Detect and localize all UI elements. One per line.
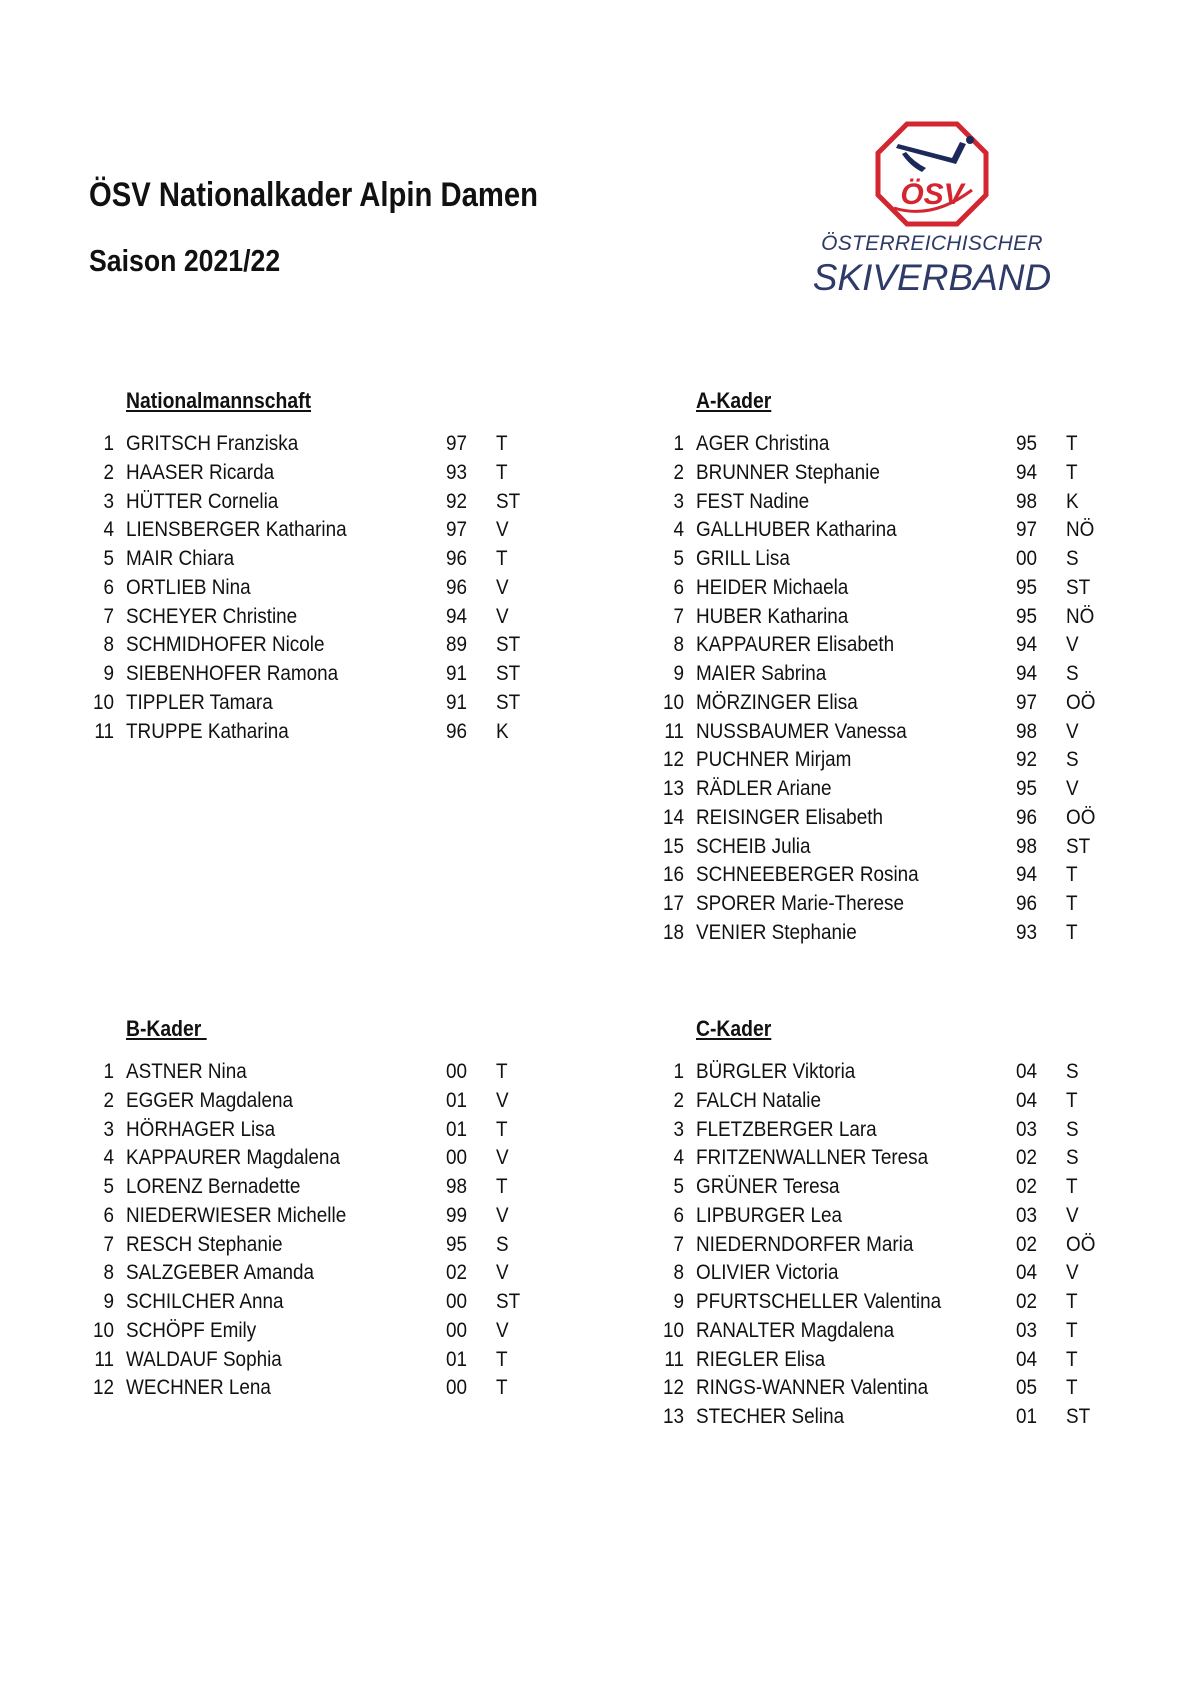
athlete-row xyxy=(90,605,590,634)
athlete-row xyxy=(90,720,590,749)
osv-logo xyxy=(812,120,1052,300)
region-code: T xyxy=(496,1347,508,1371)
athlete-row xyxy=(660,633,1160,662)
athlete-number: 13 xyxy=(662,1405,684,1428)
region-code: ST xyxy=(1066,834,1091,858)
athlete-number: 3 xyxy=(673,1117,684,1141)
athlete-name: PFURTSCHELLER Valentina xyxy=(696,1290,942,1313)
athlete-name: SCHEIB Julia xyxy=(696,834,811,858)
athlete-number: 1 xyxy=(673,432,684,455)
birth-year: 97 xyxy=(1016,690,1038,714)
athlete-name: WALDAUF Sophia xyxy=(126,1347,282,1371)
region-code: V xyxy=(496,1203,509,1227)
athlete-name: RÄDLER Ariane xyxy=(696,777,832,800)
athlete-number: 7 xyxy=(103,1232,114,1256)
birth-year: 94 xyxy=(1016,460,1038,484)
emblem-text: ÖSV xyxy=(900,178,964,211)
athlete-number: 1 xyxy=(673,1060,684,1083)
athlete-name: GRITSCH Franziska xyxy=(126,432,299,455)
region-code: S xyxy=(1066,1117,1079,1141)
birth-year: 04 xyxy=(1016,1060,1038,1083)
birth-year: 94 xyxy=(1016,633,1038,657)
birth-year: 04 xyxy=(1016,1088,1038,1112)
athlete-row xyxy=(660,662,1160,691)
athlete-number: 9 xyxy=(673,662,684,685)
athlete-name: BÜRGLER Viktoria xyxy=(696,1060,856,1083)
athlete-row xyxy=(90,1319,590,1348)
birth-year: 95 xyxy=(1016,575,1038,599)
athlete-name: ASTNER Nina xyxy=(126,1060,247,1083)
region-code: S xyxy=(1066,1060,1079,1083)
athlete-number: 7 xyxy=(673,604,684,628)
section-title: B-Kader xyxy=(126,1016,207,1041)
athlete-number: 6 xyxy=(673,1203,684,1227)
athlete-number: 6 xyxy=(673,575,684,599)
birth-year: 02 xyxy=(1016,1146,1038,1170)
athlete-number: 10 xyxy=(662,690,684,714)
region-code: OÖ xyxy=(1066,690,1096,714)
region-code: T xyxy=(1066,460,1078,484)
birth-year: 98 xyxy=(1016,834,1038,858)
athlete-name: SCHEYER Christine xyxy=(126,604,298,628)
athlete-number: 11 xyxy=(94,1347,114,1371)
athlete-name: RIEGLER Elisa xyxy=(696,1347,826,1371)
region-code: OÖ xyxy=(1066,805,1096,829)
athlete-number: 5 xyxy=(673,547,684,570)
athlete-number: 10 xyxy=(92,690,114,714)
region-code: NÖ xyxy=(1066,518,1095,542)
athlete-name: LORENZ Bernadette xyxy=(126,1175,301,1198)
athlete-number: 12 xyxy=(662,1376,684,1400)
region-code: ST xyxy=(496,489,521,513)
athlete-name: LIENSBERGER Katharina xyxy=(126,518,347,542)
athlete-row xyxy=(660,490,1160,519)
athlete-number: 2 xyxy=(103,460,114,484)
osv-emblem-icon xyxy=(872,120,992,228)
athlete-name: RANALTER Magdalena xyxy=(696,1318,895,1342)
athlete-name: GALLHUBER Katharina xyxy=(696,518,897,542)
athlete-row xyxy=(90,518,590,547)
athlete-name: HAASER Ricarda xyxy=(126,460,275,484)
region-code: V xyxy=(496,1261,509,1285)
birth-year: 04 xyxy=(1016,1261,1038,1285)
athlete-number: 9 xyxy=(103,1290,114,1313)
athlete-name: EGGER Magdalena xyxy=(126,1088,294,1112)
athlete-name: MAIR Chiara xyxy=(126,547,235,570)
region-code: V xyxy=(1066,1203,1079,1227)
athlete-name: GRILL Lisa xyxy=(696,547,790,570)
region-code: V xyxy=(1066,719,1079,743)
region-code: T xyxy=(496,1117,508,1141)
region-code: V xyxy=(496,1146,509,1170)
athlete-number: 10 xyxy=(662,1318,684,1342)
region-code: T xyxy=(496,1060,508,1083)
birth-year: 02 xyxy=(1016,1232,1038,1256)
region-code: T xyxy=(496,460,508,484)
athlete-name: HÖRHAGER Lisa xyxy=(126,1117,276,1141)
athlete-name: OLIVIER Victoria xyxy=(696,1261,839,1285)
region-code: T xyxy=(1066,920,1078,944)
athlete-number: 1 xyxy=(103,432,114,455)
birth-year: 97 xyxy=(1016,518,1038,542)
athlete-number: 17 xyxy=(662,892,684,915)
birth-year: 01 xyxy=(446,1117,468,1141)
athlete-number: 6 xyxy=(103,575,114,599)
athlete-row xyxy=(660,1060,1160,1089)
athlete-number: 8 xyxy=(673,1261,684,1285)
athlete-row xyxy=(90,1233,590,1262)
athlete-row xyxy=(90,662,590,691)
athlete-name: NIEDERWIESER Michelle xyxy=(126,1203,347,1227)
athlete-name: HUBER Katharina xyxy=(696,604,849,628)
athlete-name: NUSSBAUMER Vanessa xyxy=(696,719,907,743)
region-code: V xyxy=(496,518,509,542)
athlete-row xyxy=(90,1146,590,1175)
region-code: ST xyxy=(1066,1405,1091,1428)
athlete-name: MAIER Sabrina xyxy=(696,662,827,685)
athlete-number: 11 xyxy=(94,719,114,743)
birth-year: 03 xyxy=(1016,1318,1038,1342)
athlete-name: KAPPAURER Magdalena xyxy=(126,1146,340,1170)
athlete-row xyxy=(660,605,1160,634)
athlete-name: VENIER Stephanie xyxy=(696,920,857,944)
athlete-name: SCHÖPF Emily xyxy=(126,1318,257,1342)
region-code: T xyxy=(1066,432,1078,455)
athlete-number: 12 xyxy=(662,748,684,772)
region-code: V xyxy=(496,604,509,628)
region-code: V xyxy=(1066,1261,1079,1285)
region-code: T xyxy=(1066,892,1078,915)
athlete-number: 14 xyxy=(662,805,684,829)
logo-text-line2: SKIVERBAND xyxy=(812,257,1052,298)
athlete-row xyxy=(660,1290,1160,1319)
region-code: T xyxy=(1066,1347,1078,1371)
region-code: NÖ xyxy=(1066,604,1095,628)
region-code: ST xyxy=(496,1290,521,1313)
athlete-name: WECHNER Lena xyxy=(126,1376,271,1400)
region-code: S xyxy=(1066,662,1079,685)
birth-year: 00 xyxy=(446,1318,468,1342)
birth-year: 94 xyxy=(1016,863,1038,887)
athlete-list xyxy=(660,432,1160,950)
athlete-number: 4 xyxy=(673,1146,684,1170)
region-code: S xyxy=(1066,748,1079,772)
region-code: T xyxy=(496,432,508,455)
athlete-row xyxy=(90,1290,590,1319)
athlete-number: 2 xyxy=(103,1088,114,1112)
athlete-row xyxy=(660,835,1160,864)
athlete-name: HÜTTER Cornelia xyxy=(126,489,279,513)
birth-year: 92 xyxy=(1016,748,1038,772)
region-code: V xyxy=(1066,777,1079,800)
region-code: ST xyxy=(496,662,521,685)
athlete-number: 3 xyxy=(103,1117,114,1141)
region-code: T xyxy=(1066,1290,1078,1313)
athlete-row xyxy=(90,490,590,519)
birth-year: 94 xyxy=(1016,662,1038,685)
athlete-row xyxy=(660,1146,1160,1175)
athlete-name: FALCH Natalie xyxy=(696,1088,822,1112)
athlete-row xyxy=(90,1204,590,1233)
birth-year: 93 xyxy=(446,460,468,484)
region-code: T xyxy=(1066,1376,1078,1400)
birth-year: 98 xyxy=(1016,489,1038,513)
section-title: C-Kader xyxy=(696,1016,772,1041)
athlete-name: REISINGER Elisabeth xyxy=(696,805,883,829)
birth-year: 03 xyxy=(1016,1203,1038,1227)
athlete-row xyxy=(90,576,590,605)
athlete-name: PUCHNER Mirjam xyxy=(696,748,852,772)
athlete-row xyxy=(90,1175,590,1204)
region-code: V xyxy=(1066,633,1079,657)
region-code: V xyxy=(496,1088,509,1112)
athlete-name: TRUPPE Katharina xyxy=(126,719,289,743)
athlete-list xyxy=(90,432,590,748)
athlete-row xyxy=(90,1118,590,1147)
athlete-name: ORTLIEB Nina xyxy=(126,575,251,599)
athlete-number: 10 xyxy=(92,1318,114,1342)
athlete-number: 8 xyxy=(673,633,684,657)
athlete-number: 16 xyxy=(662,863,684,887)
athlete-row xyxy=(660,863,1160,892)
athlete-number: 3 xyxy=(103,489,114,513)
athlete-number: 4 xyxy=(673,518,684,542)
section-title: Nationalmannschaft xyxy=(126,388,312,413)
athlete-row xyxy=(90,1261,590,1290)
region-code: T xyxy=(1066,863,1078,887)
region-code: T xyxy=(496,1175,508,1198)
athlete-number: 8 xyxy=(103,633,114,657)
athlete-name: FEST Nadine xyxy=(696,489,810,513)
birth-year: 04 xyxy=(1016,1347,1038,1371)
birth-year: 99 xyxy=(446,1203,468,1227)
athlete-list xyxy=(660,1060,1160,1434)
birth-year: 03 xyxy=(1016,1117,1038,1141)
athlete-number: 15 xyxy=(662,834,684,858)
athlete-row xyxy=(660,777,1160,806)
birth-year: 01 xyxy=(446,1088,468,1112)
page-title: ÖSV Nationalkader Alpin Damen xyxy=(89,176,539,214)
athlete-name: SIEBENHOFER Ramona xyxy=(126,662,339,685)
athlete-number: 1 xyxy=(103,1060,114,1083)
athlete-name: SCHNEEBERGER Rosina xyxy=(696,863,919,887)
athlete-name: GRÜNER Teresa xyxy=(696,1175,840,1198)
athlete-row xyxy=(90,1348,590,1377)
athlete-number: 4 xyxy=(103,1146,114,1170)
birth-year: 00 xyxy=(1016,547,1038,570)
athlete-number: 3 xyxy=(673,489,684,513)
athlete-row xyxy=(660,1376,1160,1405)
region-code: V xyxy=(496,575,509,599)
athlete-list xyxy=(90,1060,590,1405)
birth-year: 94 xyxy=(446,604,468,628)
athlete-row xyxy=(660,892,1160,921)
birth-year: 00 xyxy=(446,1146,468,1170)
birth-year: 95 xyxy=(446,1232,468,1256)
athlete-row xyxy=(90,432,590,461)
birth-year: 96 xyxy=(446,547,468,570)
birth-year: 97 xyxy=(446,518,468,542)
athlete-row xyxy=(660,547,1160,576)
season-subtitle: Saison 2021/22 xyxy=(89,243,281,278)
athlete-row xyxy=(660,1261,1160,1290)
athlete-row xyxy=(660,806,1160,835)
athlete-number: 7 xyxy=(103,604,114,628)
athlete-name: SCHILCHER Anna xyxy=(126,1290,284,1313)
athlete-number: 18 xyxy=(662,920,684,944)
birth-year: 01 xyxy=(446,1347,468,1371)
athlete-row xyxy=(660,1175,1160,1204)
athlete-row xyxy=(660,921,1160,950)
region-code: K xyxy=(496,719,509,743)
athlete-name: AGER Christina xyxy=(696,432,830,455)
athlete-row xyxy=(660,1319,1160,1348)
region-code: T xyxy=(1066,1318,1078,1342)
region-code: T xyxy=(1066,1088,1078,1112)
athlete-row xyxy=(660,432,1160,461)
athlete-name: HEIDER Michaela xyxy=(696,575,849,599)
birth-year: 89 xyxy=(446,633,468,657)
athlete-row xyxy=(90,547,590,576)
athlete-row xyxy=(660,720,1160,749)
athlete-row xyxy=(660,1089,1160,1118)
athlete-row xyxy=(90,1376,590,1405)
athlete-row xyxy=(660,576,1160,605)
birth-year: 95 xyxy=(1016,432,1038,455)
birth-year: 02 xyxy=(1016,1290,1038,1313)
athlete-number: 6 xyxy=(103,1203,114,1227)
athlete-name: MÖRZINGER Elisa xyxy=(696,690,858,714)
athlete-name: SCHMIDHOFER Nicole xyxy=(126,633,325,657)
region-code: T xyxy=(1066,1175,1078,1198)
region-code: T xyxy=(496,1376,508,1400)
athlete-name: FRITZENWALLNER Teresa xyxy=(696,1146,929,1170)
athlete-row xyxy=(660,1233,1160,1262)
athlete-number: 13 xyxy=(662,777,684,800)
athlete-row xyxy=(90,1060,590,1089)
athlete-number: 2 xyxy=(673,1088,684,1112)
birth-year: 91 xyxy=(446,690,468,714)
section-title: A-Kader xyxy=(696,388,772,413)
athlete-row xyxy=(90,691,590,720)
athlete-name: NIEDERNDORFER Maria xyxy=(696,1232,914,1256)
athlete-number: 12 xyxy=(92,1376,114,1400)
region-code: ST xyxy=(496,633,521,657)
region-code: S xyxy=(1066,547,1079,570)
athlete-row xyxy=(660,461,1160,490)
athlete-row xyxy=(660,1348,1160,1377)
athlete-name: RINGS-WANNER Valentina xyxy=(696,1376,929,1400)
birth-year: 98 xyxy=(1016,719,1038,743)
athlete-name: SPORER Marie-Therese xyxy=(696,892,904,915)
birth-year: 00 xyxy=(446,1290,468,1313)
birth-year: 96 xyxy=(1016,805,1038,829)
athlete-number: 4 xyxy=(103,518,114,542)
birth-year: 05 xyxy=(1016,1376,1038,1400)
region-code: ST xyxy=(496,690,521,714)
athlete-name: FLETZBERGER Lara xyxy=(696,1117,877,1141)
birth-year: 98 xyxy=(446,1175,468,1198)
athlete-name: TIPPLER Tamara xyxy=(126,690,273,714)
athlete-row xyxy=(660,1204,1160,1233)
athlete-row xyxy=(660,1118,1160,1147)
birth-year: 95 xyxy=(1016,777,1038,800)
region-code: K xyxy=(1066,489,1079,513)
birth-year: 95 xyxy=(1016,604,1038,628)
birth-year: 91 xyxy=(446,662,468,685)
birth-year: 00 xyxy=(446,1060,468,1083)
logo-text-line1: ÖSTERREICHISCHER xyxy=(821,232,1043,255)
athlete-number: 9 xyxy=(103,662,114,685)
birth-year: 92 xyxy=(446,489,468,513)
athlete-row xyxy=(660,748,1160,777)
athlete-name: RESCH Stephanie xyxy=(126,1232,283,1256)
athlete-name: SALZGEBER Amanda xyxy=(126,1261,315,1285)
athlete-name: KAPPAURER Elisabeth xyxy=(696,633,895,657)
birth-year: 00 xyxy=(446,1376,468,1400)
region-code: ST xyxy=(1066,575,1091,599)
athlete-row xyxy=(660,1405,1160,1434)
region-code: S xyxy=(1066,1146,1079,1170)
athlete-number: 7 xyxy=(673,1232,684,1256)
athlete-number: 8 xyxy=(103,1261,114,1285)
birth-year: 96 xyxy=(446,719,468,743)
athlete-number: 2 xyxy=(673,460,684,484)
athlete-number: 9 xyxy=(673,1290,684,1313)
region-code: V xyxy=(496,1318,509,1342)
region-code: OÖ xyxy=(1066,1232,1096,1256)
birth-year: 97 xyxy=(446,432,468,455)
athlete-row xyxy=(90,633,590,662)
athlete-number: 5 xyxy=(103,1175,114,1198)
athlete-number: 11 xyxy=(664,1347,684,1371)
birth-year: 01 xyxy=(1016,1405,1038,1428)
athlete-row xyxy=(660,518,1160,547)
athlete-name: LIPBURGER Lea xyxy=(696,1203,843,1227)
athlete-row xyxy=(90,1089,590,1118)
athlete-number: 11 xyxy=(664,719,684,743)
athlete-name: BRUNNER Stephanie xyxy=(696,460,880,484)
athlete-row xyxy=(90,461,590,490)
athlete-number: 5 xyxy=(673,1175,684,1198)
region-code: S xyxy=(496,1232,509,1256)
region-code: T xyxy=(496,547,508,570)
birth-year: 02 xyxy=(446,1261,468,1285)
birth-year: 02 xyxy=(1016,1175,1038,1198)
athlete-name: STECHER Selina xyxy=(696,1405,845,1428)
birth-year: 96 xyxy=(1016,892,1038,915)
birth-year: 96 xyxy=(446,575,468,599)
athlete-row xyxy=(660,691,1160,720)
athlete-number: 5 xyxy=(103,547,114,570)
birth-year: 93 xyxy=(1016,920,1038,944)
